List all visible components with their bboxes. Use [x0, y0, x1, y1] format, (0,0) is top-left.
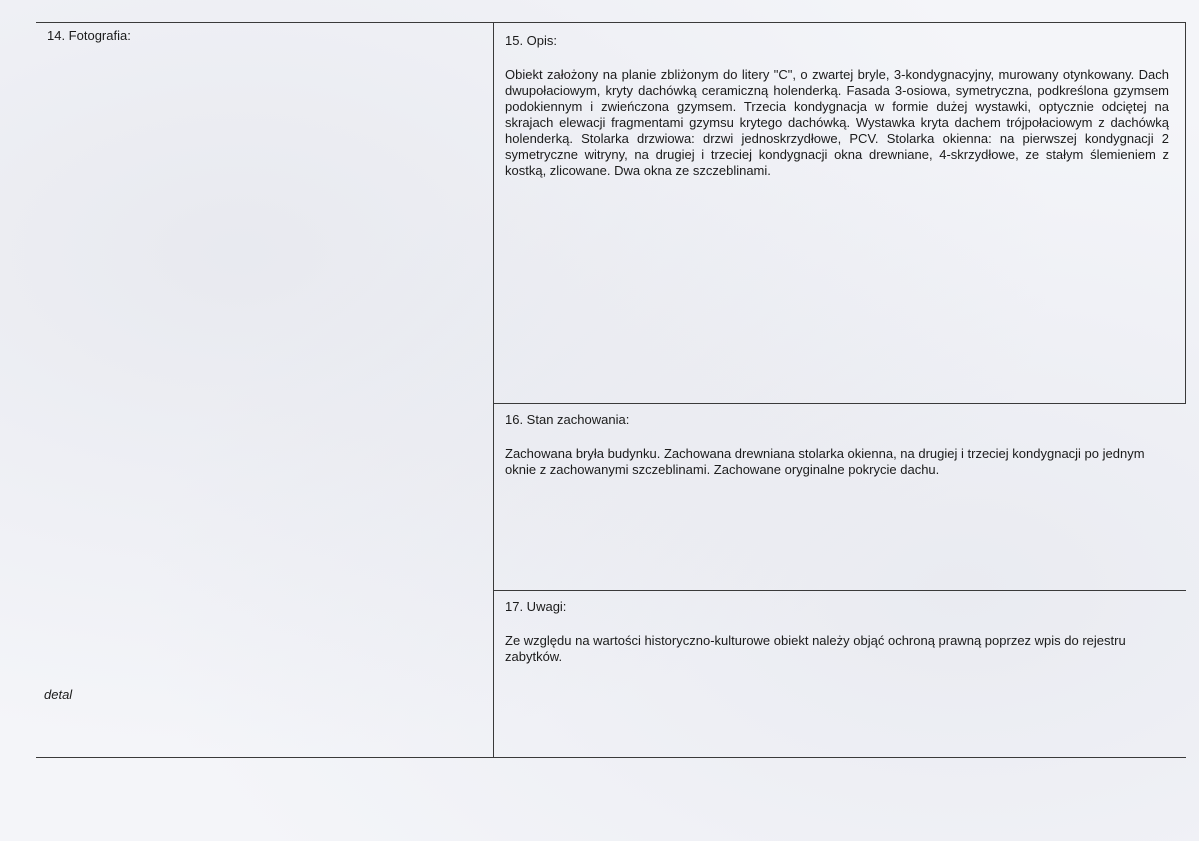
- right-border: [1185, 22, 1186, 404]
- column-divider: [493, 22, 494, 758]
- condition-text: Zachowana bryła budynku. Zachowana drewniana stolarka okienna, na drugiej i trzeciej kondygnacji po jednym oknie z zachowanymi szczeblinami. Zachowane oryginalne pokrycie dachu.: [505, 446, 1145, 477]
- description-text: Obiekt założony na planie zbliżonym do litery "C", o zwartej bryle, 3-kondygnacyjny, murowany otynkowany. Dach dwupołaciowym, kryty dachówką ceramiczną holenderką. Fasada 3-osiowa, symetryczna, podkreślona gzymsem podokiennym i zwieńczona gzymsem. Trzecia kondygnacja w formie dużej wystawki, optycznie odciętej na skrajach elewacji fragmentami gzymsu krytego dachówką. Wystawka kryta dachem trójpołaciowym z dachówką holenderką. Stolarka drzwiowa: drzwi jednoskrzydłowe, PCV. Stolarka okienna: na pierwszej kondygnacji 2 symetryczne witryny, na drugiej i trzeciej kondygnacji okna drewniane, 4-skrzydłowe, ze stałym ślemieniem z kostką, zlicowane. Dwa okna ze szczeblinami.: [505, 67, 1169, 178]
- condition-section-label: 16. Stan zachowania:: [505, 412, 630, 427]
- description-section-label: 15. Opis:: [505, 33, 558, 48]
- stan-bottom-rule: [494, 590, 1186, 591]
- remarks-section-label: 17. Uwagi:: [505, 599, 567, 614]
- photo-section-label: 14. Fotografia:: [47, 28, 131, 43]
- bottom-rule: [36, 757, 1186, 758]
- opis-bottom-rule: [494, 403, 1186, 404]
- remarks-text-line1: Ze względu na wartości historyczno-kulturowe obiekt należy objąć ochroną prawną poprzez wpis do rejestru: [505, 633, 1126, 648]
- remarks-text-line2: zabytków.: [505, 649, 563, 664]
- photo-caption: detal: [44, 687, 73, 702]
- top-rule: [36, 22, 1186, 23]
